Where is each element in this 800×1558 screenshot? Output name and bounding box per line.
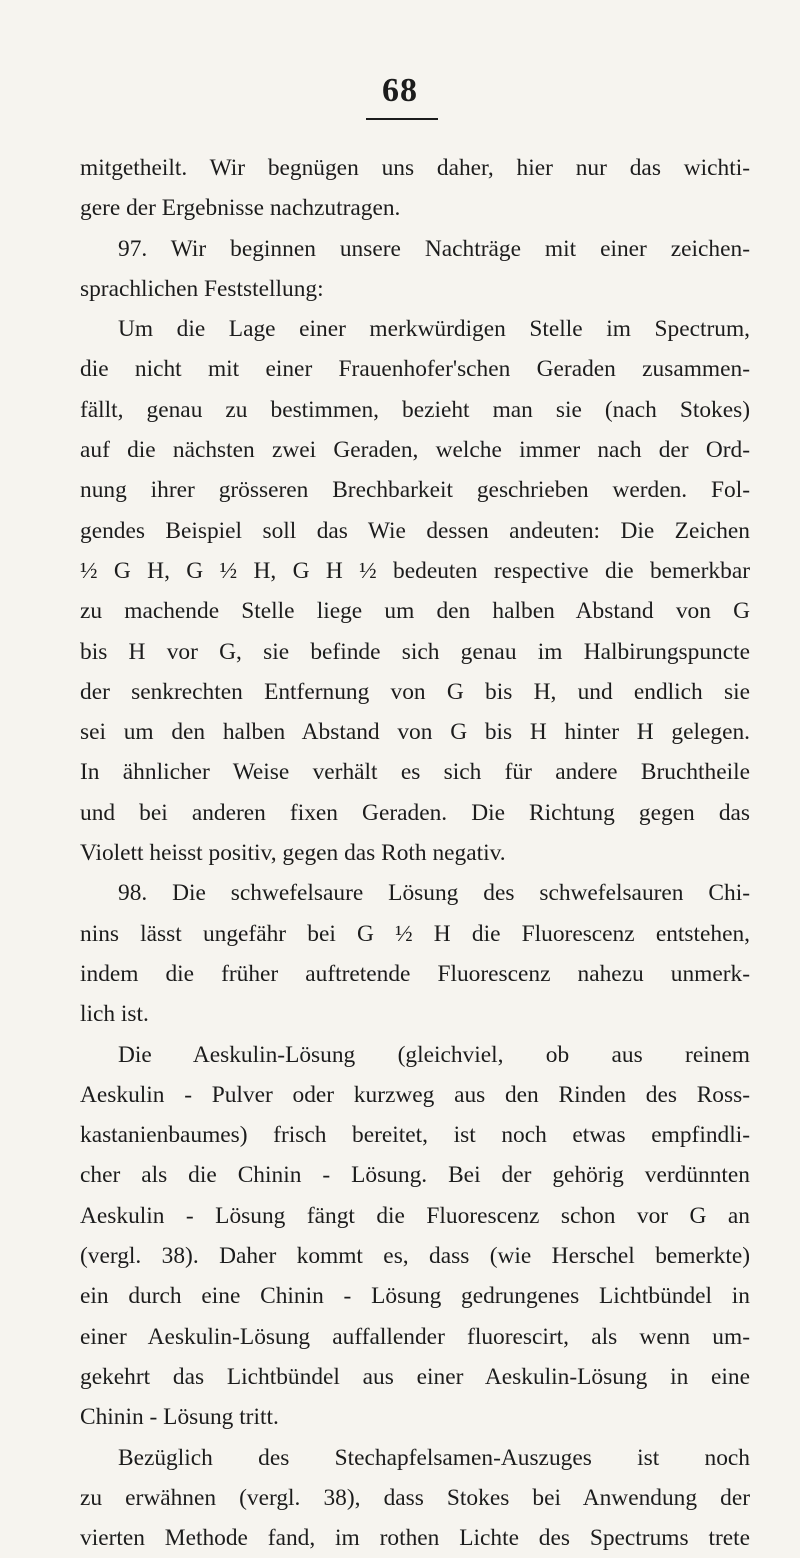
text-line: Aeskulin - Lösung fängt die Fluorescenz schon vor G an xyxy=(80,1202,750,1229)
page-number: 68 xyxy=(382,72,418,109)
text-line: zu erwähnen (vergl. 38), dass Stokes bei Anwendung der xyxy=(80,1484,750,1511)
text-line: fällt, genau zu bestimmen, bezieht man sie (nach Stokes) xyxy=(80,396,750,423)
text-line: kastanienbaumes) frisch bereitet, ist noch etwas empfindli- xyxy=(80,1122,750,1149)
text-line: 97. Wir beginnen unsere Nachträge mit einer zeichen- xyxy=(118,235,750,262)
text-line: Um die Lage einer merkwürdigen Stelle im Spectrum, xyxy=(118,316,750,343)
page-number-rule xyxy=(366,118,438,120)
text-line: nins lässt ungefähr bei G ½ H die Fluorescenz entstehen, xyxy=(80,920,750,947)
text-line: sei um den halben Abstand von G bis H hinter H gelegen. xyxy=(80,719,750,746)
text-line: Chinin - Lösung tritt. xyxy=(80,1404,279,1431)
text-line: gendes Beispiel soll das Wie dessen andeuten: Die Zeichen xyxy=(80,517,750,544)
text-line: der senkrechten Entfernung von G bis H, und endlich sie xyxy=(80,678,750,705)
text-line: vierten Methode fand, im rothen Lichte des Spectrums trete xyxy=(80,1525,750,1552)
text-line: Aeskulin - Pulver oder kurzweg aus den Rinden des Ross- xyxy=(80,1081,750,1108)
text-line: Violett heisst positiv, gegen das Roth negativ. xyxy=(80,840,506,867)
text-line: cher als die Chinin - Lösung. Bei der gehörig verdünnten xyxy=(80,1162,750,1189)
text-line: Die Aeskulin-Lösung (gleichviel, ob aus reinem xyxy=(118,1041,750,1068)
text-line: nung ihrer grösseren Brechbarkeit geschrieben werden. Fol- xyxy=(80,477,750,504)
text-line: ein durch eine Chinin - Lösung gedrungenes Lichtbündel in xyxy=(80,1283,750,1310)
text-line: lich ist. xyxy=(80,1001,149,1028)
body-text xyxy=(80,148,750,1558)
text-line: die nicht mit einer Frauenhofer'schen Geraden zusammen- xyxy=(80,356,750,383)
text-line: ½ G H, G ½ H, G H ½ bedeuten respective die bemerkbar xyxy=(80,557,750,584)
text-line: sprachlichen Feststellung: xyxy=(80,275,324,302)
text-line: mitgetheilt. Wir begnügen uns daher, hier nur das wichti- xyxy=(80,155,750,181)
text-line: In ähnlicher Weise verhält es sich für andere Bruchtheile xyxy=(80,759,750,786)
text-line: Bezüglich des Stechapfelsamen-Auszuges ist noch xyxy=(118,1444,750,1471)
text-line: einer Aeskulin-Lösung auffallender fluorescirt, als wenn um- xyxy=(80,1323,750,1350)
text-line: gekehrt das Lichtbündel aus einer Aeskulin-Lösung in eine xyxy=(80,1363,750,1390)
text-line: und bei anderen fixen Geraden. Die Richtung gegen das xyxy=(80,799,750,826)
text-line: gere der Ergebnisse nachzutragen. xyxy=(80,195,401,222)
text-line: 98. Die schwefelsaure Lösung des schwefelsauren Chi- xyxy=(118,880,750,907)
text-line: indem die früher auftretende Fluorescenz nahezu unmerk- xyxy=(80,960,750,987)
text-line: auf die nächsten zwei Geraden, welche immer nach der Ord- xyxy=(80,437,750,464)
text-line: (vergl. 38). Daher kommt es, dass (wie Herschel bemerkte) xyxy=(80,1243,750,1270)
text-line: zu machende Stelle liege um den halben Abstand von G xyxy=(80,598,750,625)
text-line: bis H vor G, sie befinde sich genau im Halbirungspuncte xyxy=(80,638,750,665)
